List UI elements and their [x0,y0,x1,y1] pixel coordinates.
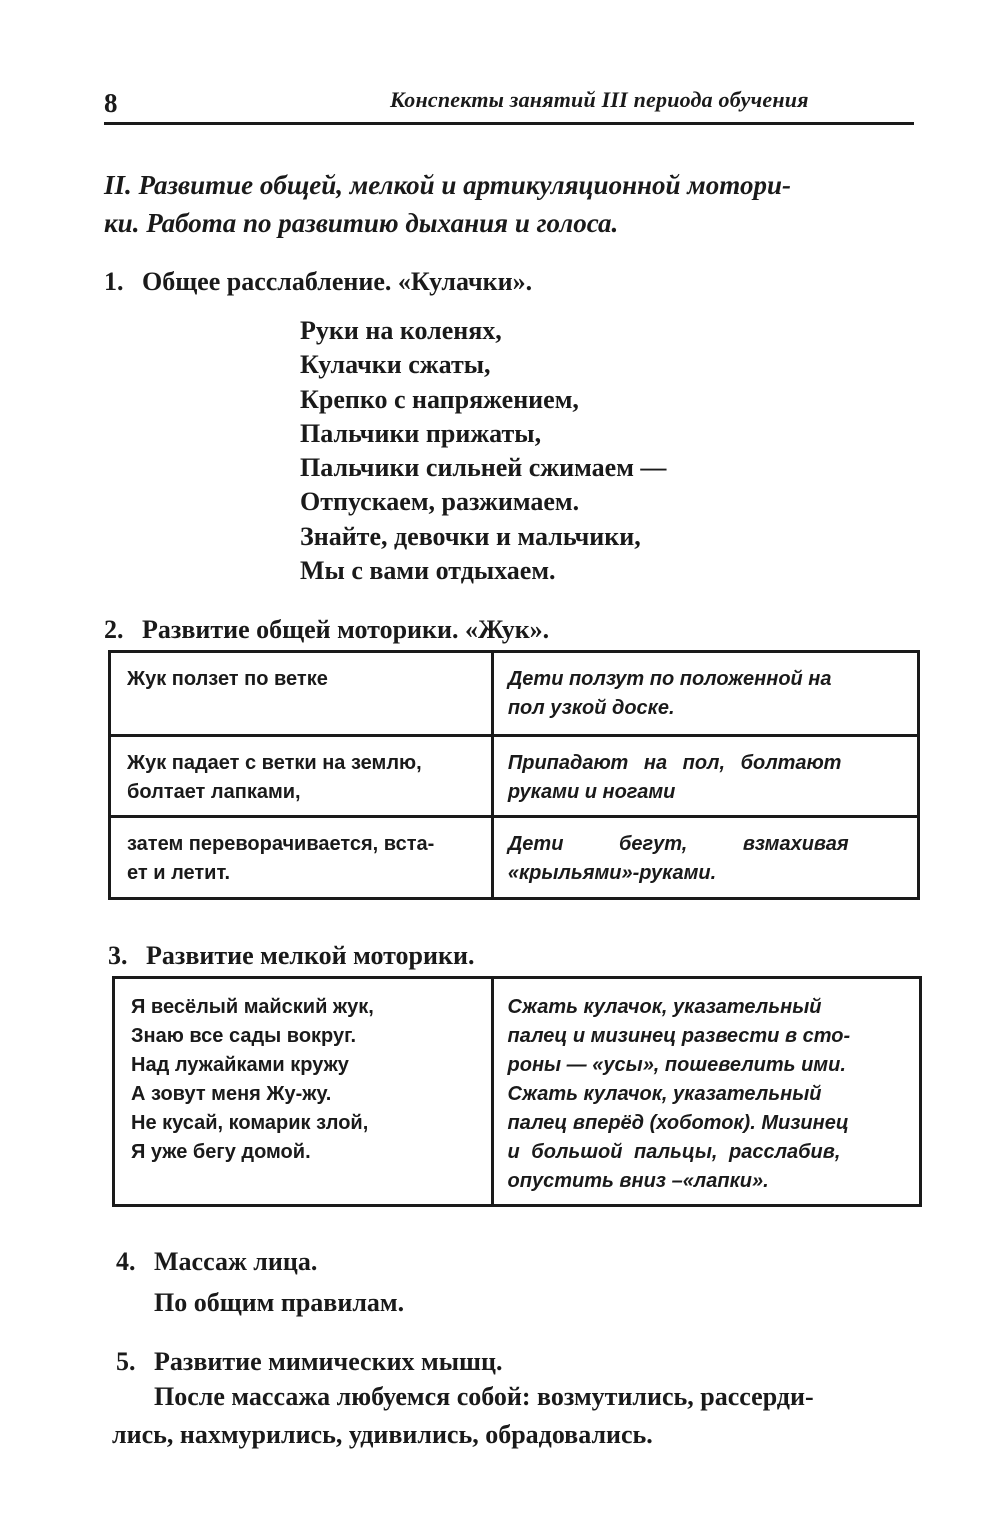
poem-line: Отпускаем, разжимаем. [300,487,580,517]
page-number: 8 [104,88,118,118]
cell-line: опустить вниз –«лапки». [507,1170,769,1192]
item-5-text [112,1378,932,1454]
poem-line: Крепко с напряжением, [300,384,579,414]
cell-line: Дети бегут, взмахивая [507,833,849,855]
item-number: 2. [104,615,124,644]
item-title: Развитие мимических мышц. [154,1347,503,1376]
header-rule [104,122,914,125]
cell-line: ет и летит. [127,862,231,884]
item-4-heading [116,1246,317,1278]
cell-line: Я уже бегу домой. [131,1141,311,1163]
table-cell-instruction [492,978,920,1206]
cell-line: Жук ползет по ветке [127,668,328,690]
item-5-heading [116,1346,503,1378]
item-title: Развитие общей моторики. «Жук». [142,615,550,644]
cell-line: Я весёлый майский жук, [131,996,374,1018]
table-cell-action [110,652,493,736]
cell-line: руками и ногами [507,781,676,803]
cell-line: палец и мизинец развести в сто- [507,1025,851,1047]
cell-line: Над лужайками кружу [131,1054,349,1076]
item-number: 1. [104,267,124,296]
cell-line: Дети ползут по положенной на [507,668,832,690]
poem-line: Мы с вами отдыхаем. [300,556,556,586]
poem-line: Пальчики сильней сжимаем — [300,453,667,483]
poem-line: Кулачки сжаты, [300,350,491,380]
cell-line: болтает лапками, [127,781,301,803]
item-3-heading [108,940,474,972]
running-title: Конспекты занятий III периода обучения [390,87,809,112]
table-row [114,978,921,1206]
cell-line: «крыльями»-руками. [507,862,717,884]
poem-line: Руки на коленях, [300,316,502,345]
table-cell-rhyme [114,978,493,1206]
table-cell-action [110,817,493,899]
section-heading-line: II. Развитие общей, мелкой и артикуляционной мотори- [104,170,791,200]
cell-line: Сжать кулачок, указательный [507,996,822,1018]
item-2-heading [104,614,549,646]
item-1-heading [104,266,532,298]
cell-line: и большой пальцы, расслабив, [507,1141,841,1163]
section-heading [104,166,904,242]
zhuk-fingers-table [112,976,922,1207]
table-cell-instruction [492,652,918,736]
poem-line: Знайте, девочки и мальчики, [300,521,641,551]
poem-kulachki [300,314,666,588]
item-number: 5. [116,1347,136,1376]
paragraph-line: лись, нахмурились, удивились, обрадовались. [112,1420,653,1449]
item-number: 4. [116,1247,136,1276]
paragraph-line: После массажа любуемся собой: возмутились, рассерди- [154,1382,814,1411]
table-row [110,817,919,899]
table-cell-instruction [492,736,918,817]
item-number: 3. [108,941,128,970]
cell-line: А зовут меня Жу-жу. [131,1083,332,1105]
section-heading-line: ки. Работа по развитию дыхания и голоса. [104,208,619,238]
cell-line: затем переворачивается, вста- [127,833,435,855]
zhuk-table [108,650,920,900]
item-title: Общее расслабление. «Кулачки». [142,267,533,296]
cell-line: Сжать кулачок, указательный [507,1083,822,1105]
table-cell-action [110,736,493,817]
table-row [110,652,919,736]
cell-line: Не кусай, комарик злой, [131,1112,369,1134]
item-4-text: По общим правилам. [154,1288,405,1317]
cell-line: пол узкой доске. [507,697,675,719]
cell-line: Жук падает с ветки на землю, [127,752,422,774]
item-title: Развитие мелкой моторики. [146,941,475,970]
item-title: Массаж лица. [154,1247,318,1276]
table-cell-instruction [492,817,918,899]
table-row [110,736,919,817]
cell-line: Припадают на пол, болтают [507,752,842,774]
cell-line: Знаю все сады вокруг. [131,1025,357,1047]
poem-line: Пальчики прижаты, [300,418,542,448]
cell-line: палец вперёд (хоботок). Мизинец [507,1112,849,1134]
cell-line: роны — «усы», пошевелить ими. [507,1054,846,1076]
